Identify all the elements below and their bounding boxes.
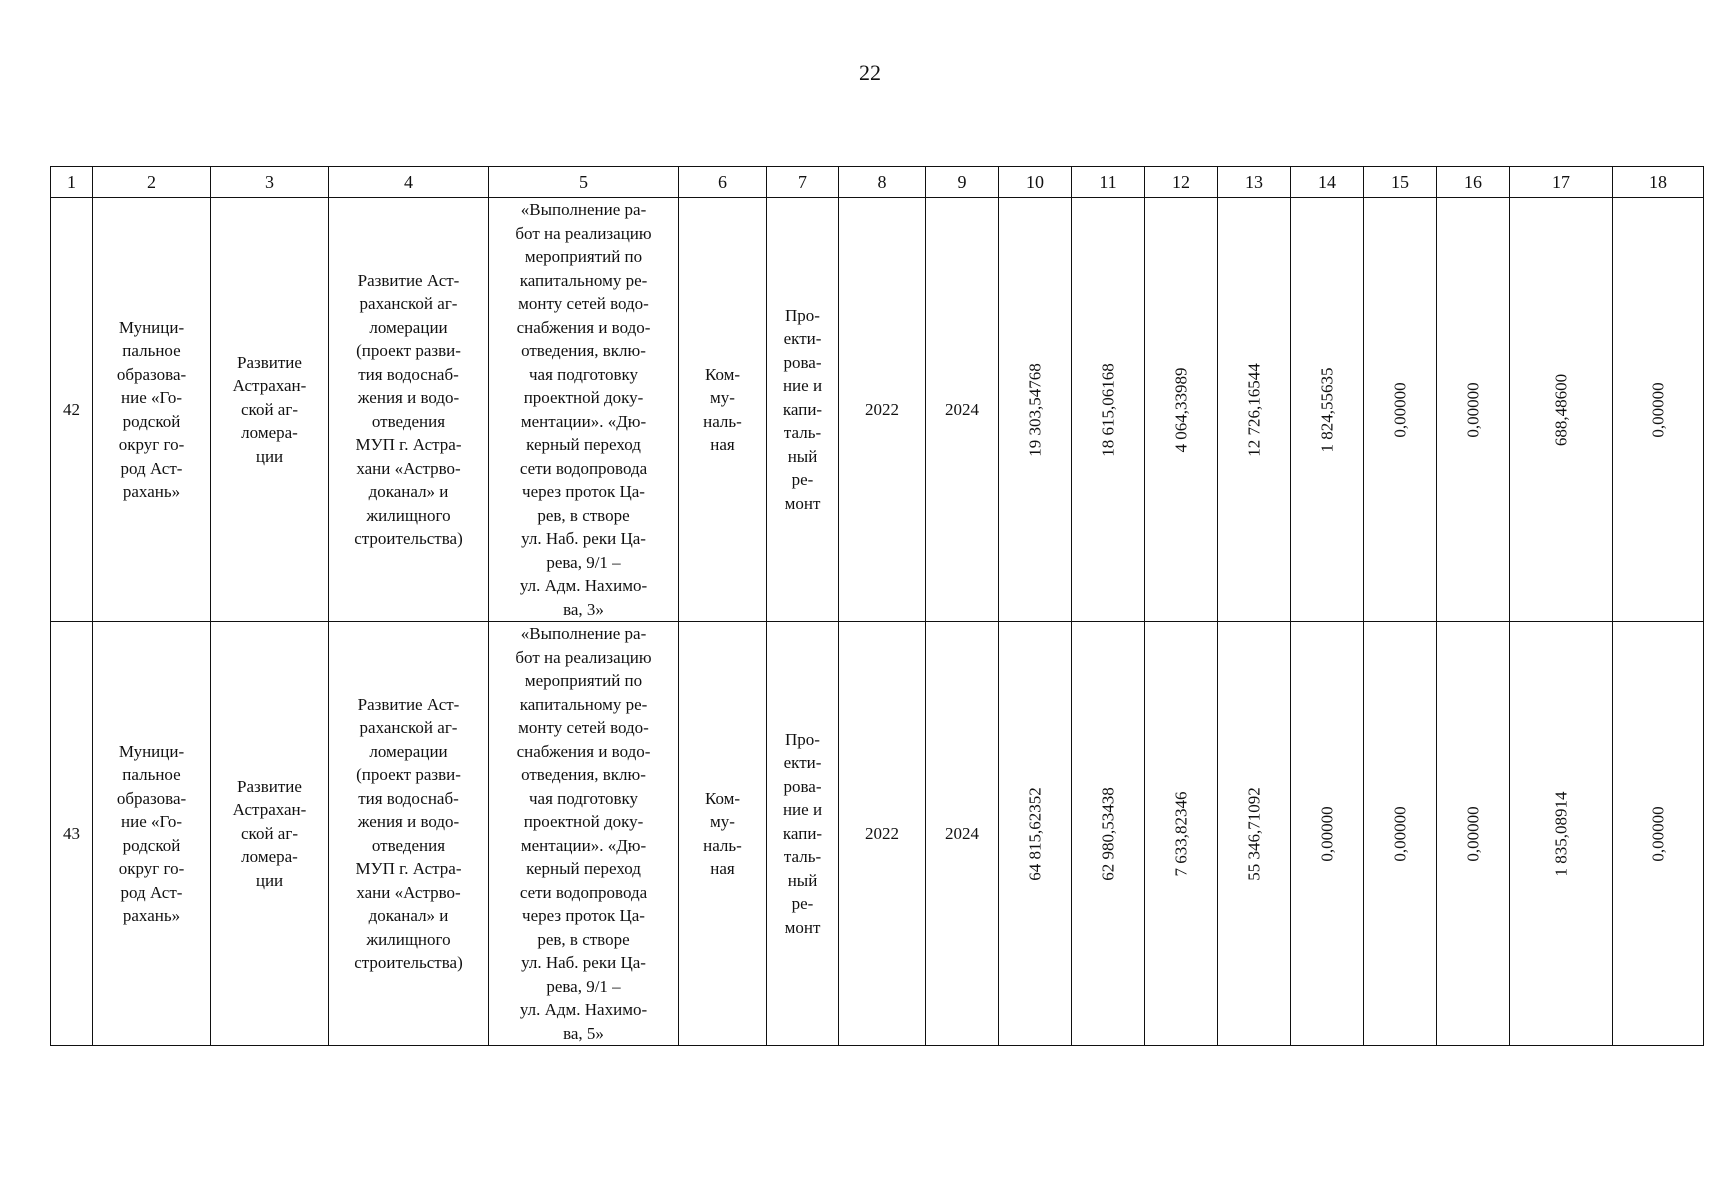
municipality-cell: Муници- пальное образова- ние «Го- родской округ го- род Аст- рахань» bbox=[93, 198, 211, 622]
amount-cell bbox=[1437, 622, 1510, 1046]
amount-cell bbox=[1291, 622, 1364, 1046]
amount-cell bbox=[1145, 198, 1218, 622]
column-header: 15 bbox=[1364, 167, 1437, 198]
amount-cell bbox=[1364, 622, 1437, 1046]
column-header: 3 bbox=[211, 167, 329, 198]
column-header: 17 bbox=[1510, 167, 1613, 198]
amount-value: 1 824,55635 bbox=[1317, 367, 1337, 452]
amount-cell bbox=[1510, 622, 1613, 1046]
amount-cell bbox=[1437, 198, 1510, 622]
column-header: 2 bbox=[93, 167, 211, 198]
work-type-cell: Про- екти- рова- ние и капи- таль- ный ре- монт bbox=[767, 198, 839, 622]
column-header: 16 bbox=[1437, 167, 1510, 198]
column-header: 14 bbox=[1291, 167, 1364, 198]
column-header: 10 bbox=[999, 167, 1072, 198]
amount-value: 0,00000 bbox=[1463, 381, 1483, 438]
start-year-cell: 2022 bbox=[839, 622, 926, 1046]
row-number: 42 bbox=[51, 198, 93, 622]
amount-value: 0,00000 bbox=[1463, 805, 1483, 862]
column-header: 7 bbox=[767, 167, 839, 198]
table-row bbox=[51, 622, 1704, 1046]
amount-value: 0,00000 bbox=[1648, 381, 1668, 438]
program-cell: Развитие Астрахан- ской аг- ломера- ции bbox=[211, 198, 329, 622]
header-row bbox=[51, 167, 1704, 198]
amount-value: 19 303,54768 bbox=[1025, 362, 1045, 457]
end-year-cell: 2024 bbox=[926, 198, 999, 622]
ownership-cell: Ком- му- наль- ная bbox=[679, 622, 767, 1046]
amount-cell bbox=[999, 622, 1072, 1046]
column-header: 4 bbox=[329, 167, 489, 198]
amount-cell bbox=[1218, 622, 1291, 1046]
amount-value: 0,00000 bbox=[1390, 381, 1410, 438]
amount-cell bbox=[1072, 622, 1145, 1046]
start-year-cell: 2022 bbox=[839, 198, 926, 622]
object-name-cell: «Выполнение ра- бот на реализацию мероприятий по капитальному ре- монту сетей водо- снабжения и водо- отведения, вклю- чая подготовку проектной доку- ментации». «Дю- керный переход сети водопровода через проток Ца- рев, в створе ул. Наб. реки Ца- рева, 9/1 – ул. Адм. Нахимо- ва, 3» bbox=[489, 198, 679, 622]
amount-value: 0,00000 bbox=[1317, 805, 1337, 862]
amount-cell bbox=[1364, 198, 1437, 622]
amount-cell bbox=[1613, 198, 1704, 622]
column-header: 1 bbox=[51, 167, 93, 198]
amount-value: 62 980,53438 bbox=[1098, 786, 1118, 881]
end-year-cell: 2024 bbox=[926, 622, 999, 1046]
column-header: 18 bbox=[1613, 167, 1704, 198]
amount-cell bbox=[1510, 198, 1613, 622]
column-header: 6 bbox=[679, 167, 767, 198]
amount-value: 0,00000 bbox=[1648, 805, 1668, 862]
column-header: 9 bbox=[926, 167, 999, 198]
amount-value: 1 835,08914 bbox=[1551, 791, 1571, 876]
amount-value: 12 726,16544 bbox=[1244, 362, 1264, 457]
amount-cell bbox=[999, 198, 1072, 622]
amount-cell bbox=[1291, 198, 1364, 622]
ownership-cell: Ком- му- наль- ная bbox=[679, 198, 767, 622]
amount-cell bbox=[1072, 198, 1145, 622]
page-number: 22 bbox=[859, 60, 881, 85]
amount-cell bbox=[1218, 198, 1291, 622]
column-header: 8 bbox=[839, 167, 926, 198]
project-cell: Развитие Аст- раханской аг- ломерации (проект разви- тия водоснаб- жения и водо- отведения МУП г. Астра- хани «Астрво- доканал» и жилищного строительства) bbox=[329, 198, 489, 622]
municipality-cell: Муници- пальное образова- ние «Го- родской округ го- род Аст- рахань» bbox=[93, 622, 211, 1046]
column-header: 5 bbox=[489, 167, 679, 198]
column-header: 11 bbox=[1072, 167, 1145, 198]
amount-value: 18 615,06168 bbox=[1098, 362, 1118, 457]
amount-value: 64 815,62352 bbox=[1025, 786, 1045, 881]
table-row bbox=[51, 198, 1704, 622]
work-type-cell: Про- екти- рова- ние и капи- таль- ный ре- монт bbox=[767, 622, 839, 1046]
amount-value: 7 633,82346 bbox=[1171, 791, 1191, 876]
column-header: 13 bbox=[1218, 167, 1291, 198]
amount-value: 4 064,33989 bbox=[1171, 367, 1191, 452]
project-cell: Развитие Аст- раханской аг- ломерации (проект разви- тия водоснаб- жения и водо- отведения МУП г. Астра- хани «Астрво- доканал» и жилищного строительства) bbox=[329, 622, 489, 1046]
amount-value: 688,48600 bbox=[1551, 373, 1571, 446]
row-number: 43 bbox=[51, 622, 93, 1046]
amount-value: 0,00000 bbox=[1390, 805, 1410, 862]
object-name-cell: «Выполнение ра- бот на реализацию мероприятий по капитальному ре- монту сетей водо- снабжения и водо- отведения, вклю- чая подготовку проектной доку- ментации». «Дю- керный переход сети водопровода через проток Ца- рев, в створе ул. Наб. реки Ца- рева, 9/1 – ул. Адм. Нахимо- ва, 5» bbox=[489, 622, 679, 1046]
amount-cell bbox=[1613, 622, 1704, 1046]
program-cell: Развитие Астрахан- ской аг- ломера- ции bbox=[211, 622, 329, 1046]
amount-value: 55 346,71092 bbox=[1244, 786, 1264, 881]
data-table bbox=[50, 166, 1704, 1046]
amount-cell bbox=[1145, 622, 1218, 1046]
column-header: 12 bbox=[1145, 167, 1218, 198]
